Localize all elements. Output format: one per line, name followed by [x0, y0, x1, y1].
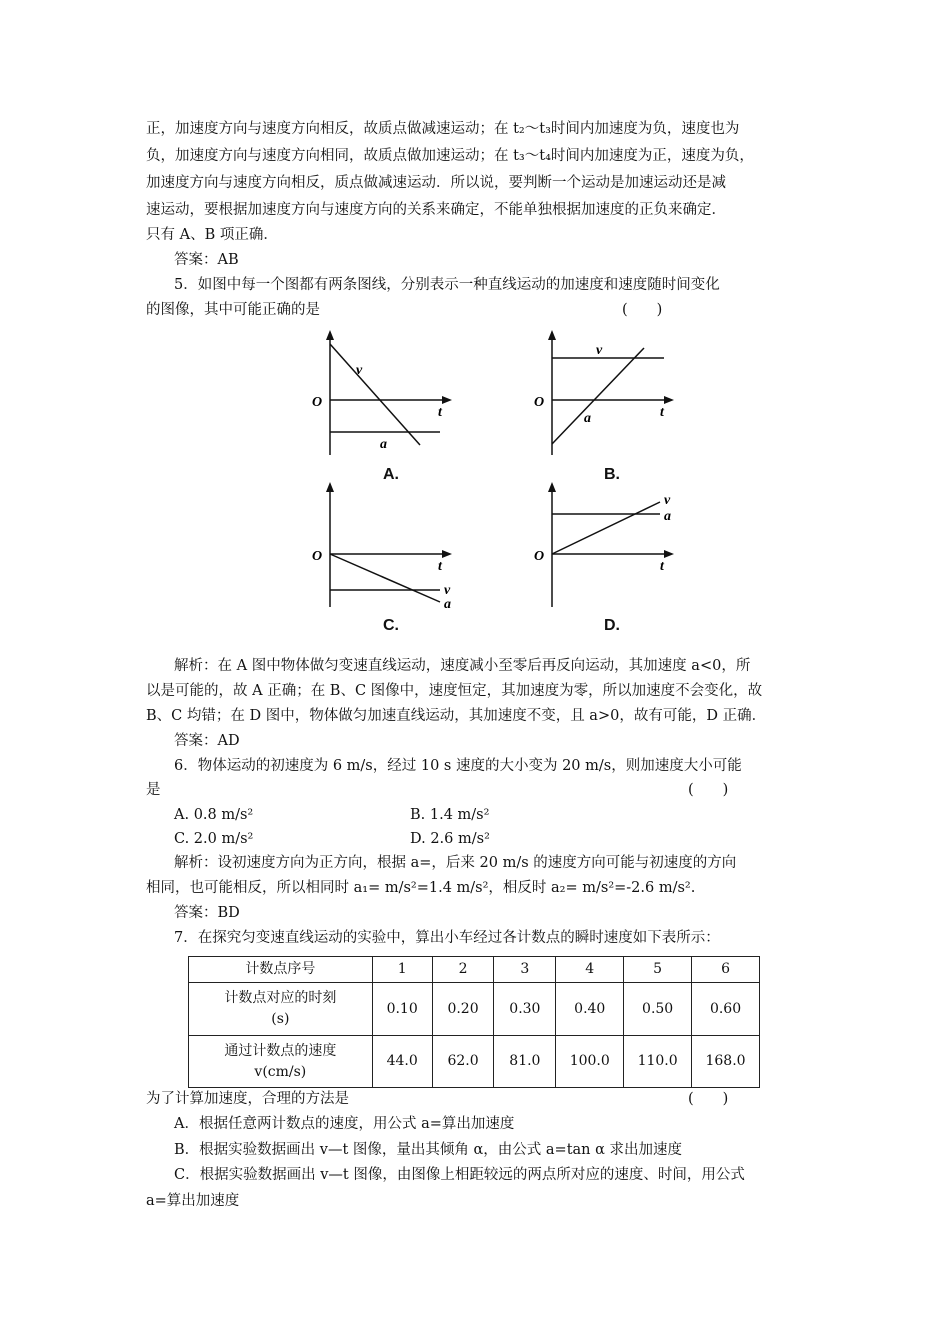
svg-text:v: v — [664, 493, 671, 508]
svg-text:a: a — [584, 411, 591, 426]
table-row — [189, 957, 760, 983]
graph-c-caption: C. — [383, 617, 399, 634]
table-cell: 1 — [372, 957, 432, 983]
text-line: 正，加速度方向与速度方向相反，故质点做减速运动；在 t₂～t₃时间内加速度为负，速度也为 — [146, 121, 740, 137]
option-b: B. 1.4 m/s² — [410, 807, 490, 823]
t-axis-arrow — [442, 396, 452, 404]
analysis-6-line: 解析：设初速度方向为正方向，根据 a=，后来 20 m/s 的速度方向可能与初速度的方向 — [174, 855, 737, 871]
t-label: t — [438, 405, 442, 420]
row-header: 通过计数点的速度 v(cm/s) — [189, 1036, 373, 1088]
table-cell: 0.50 — [624, 983, 692, 1036]
question-5-line2: 的图像，其中可能正确的是 — [146, 302, 320, 318]
row-header: 计数点对应的时刻(s) — [189, 983, 373, 1036]
y-axis-arrow — [326, 330, 334, 340]
table-cell: 110.0 — [624, 1036, 692, 1088]
origin-label: O — [312, 395, 323, 410]
option-c: C．根据实验数据画出 v—t 图像，由图像上相距较远的两点所对应的速度、时间，用公式 — [174, 1167, 745, 1183]
text-line: 速运动，要根据加速度方向与速度方向的关系来确定，不能单独根据加速度的正负来确定． — [146, 202, 726, 218]
table-cell: 81.0 — [494, 1036, 556, 1088]
question-6-line2: 是 — [146, 782, 161, 798]
row-header: 计数点序号 — [189, 957, 373, 983]
data-table — [188, 956, 760, 1088]
graph-b-caption: B. — [604, 466, 620, 483]
svg-text:t: t — [660, 559, 664, 574]
option-d: D. 2.6 m/s² — [410, 831, 490, 847]
graph-c — [304, 482, 464, 621]
table-cell: 0.20 — [432, 983, 494, 1036]
table-row — [189, 1036, 760, 1088]
v-label: v — [356, 363, 363, 378]
analysis-5-line: B、C 均错；在 D 图中，物体做匀加速直线运动，其加速度不变，且 a>0，故有可能，D 正确． — [146, 708, 767, 724]
table-row — [189, 983, 760, 1036]
text-line: 负，加速度方向与速度方向相同，故质点做加速运动；在 t₃～t₄时间内加速度为正，速度为负， — [146, 148, 754, 164]
table-cell: 44.0 — [372, 1036, 432, 1088]
answer-4: 答案：AB — [174, 252, 239, 268]
option-a: A. 0.8 m/s² — [174, 807, 254, 823]
graph-a — [304, 330, 464, 469]
table-cell: 5 — [624, 957, 692, 983]
svg-text:a: a — [444, 597, 451, 612]
text-line: 只有 A、B 项正确． — [146, 227, 278, 243]
graph-d — [526, 482, 686, 621]
svg-text:v: v — [596, 343, 603, 358]
table-cell: 0.10 — [372, 983, 432, 1036]
text-line: 加速度方向与速度方向相反，质点做减速运动．所以说，要判断一个运动是加速运动还是减 — [146, 175, 726, 191]
svg-text:O: O — [534, 549, 545, 564]
question-6-line1: 6．物体运动的初速度为 6 m/s，经过 10 s 速度的大小变为 20 m/s，则加速度大小可能 — [174, 758, 742, 774]
table-cell: 62.0 — [432, 1036, 494, 1088]
a-line — [330, 554, 440, 602]
table-cell: 0.30 — [494, 983, 556, 1036]
question-5-line1: 5．如图中每一个图都有两条图线，分别表示一种直线运动的加速度和速度随时间变化 — [174, 277, 720, 293]
answer-paren: ( ) — [688, 782, 729, 798]
table-cell: 2 — [432, 957, 494, 983]
graph-d-caption: D. — [604, 617, 620, 634]
table-cell: 3 — [494, 957, 556, 983]
option-a: A．根据任意两计数点的速度，用公式 a=算出加速度 — [174, 1116, 515, 1132]
answer-6: 答案：BD — [174, 905, 240, 921]
v-line — [552, 502, 660, 554]
graph-b — [526, 330, 686, 469]
svg-text:O: O — [312, 549, 323, 564]
table-cell: 0.40 — [556, 983, 624, 1036]
question-7-line1: 7．在探究匀变速直线运动的实验中，算出小车经过各计数点的瞬时速度如下表所示： — [174, 930, 720, 946]
table-cell: 0.60 — [692, 983, 760, 1036]
table-cell: 168.0 — [692, 1036, 760, 1088]
svg-text:O: O — [534, 395, 545, 410]
option-c: C. 2.0 m/s² — [174, 831, 254, 847]
table-cell: 100.0 — [556, 1036, 624, 1088]
analysis-5-line: 解析：在 A 图中物体做匀变速直线运动，速度减小至零后再反向运动，其加速度 a<0，所 — [174, 658, 751, 674]
option-c-continued: a=算出加速度 — [146, 1193, 240, 1209]
question-7-prompt: 为了计算加速度，合理的方法是 — [146, 1091, 349, 1107]
graph-a-caption: A. — [383, 466, 399, 483]
a-line — [552, 348, 644, 444]
answer-5: 答案：AD — [174, 733, 240, 749]
analysis-5-line: 以是可能的，故 A 正确；在 B、C 图像中，速度恒定，其加速度为零，所以加速度不会变化，故 — [146, 683, 763, 699]
svg-text:a: a — [664, 509, 671, 524]
table-cell: 6 — [692, 957, 760, 983]
answer-paren: ( ) — [622, 302, 663, 318]
v-line — [330, 344, 420, 445]
svg-text:t: t — [660, 405, 664, 420]
option-b: B．根据实验数据画出 v—t 图像，量出其倾角 α，由公式 a=tan α 求出加速度 — [174, 1142, 683, 1158]
svg-text:t: t — [438, 559, 442, 574]
analysis-6-line: 相同，也可能相反，所以相同时 a₁= m/s²=1.4 m/s²，相反时 a₂= m/s²=-2.6 m/s². — [146, 880, 696, 896]
svg-text:v: v — [444, 583, 451, 598]
answer-paren: ( ) — [688, 1091, 729, 1107]
table-cell: 4 — [556, 957, 624, 983]
a-label: a — [380, 437, 387, 452]
